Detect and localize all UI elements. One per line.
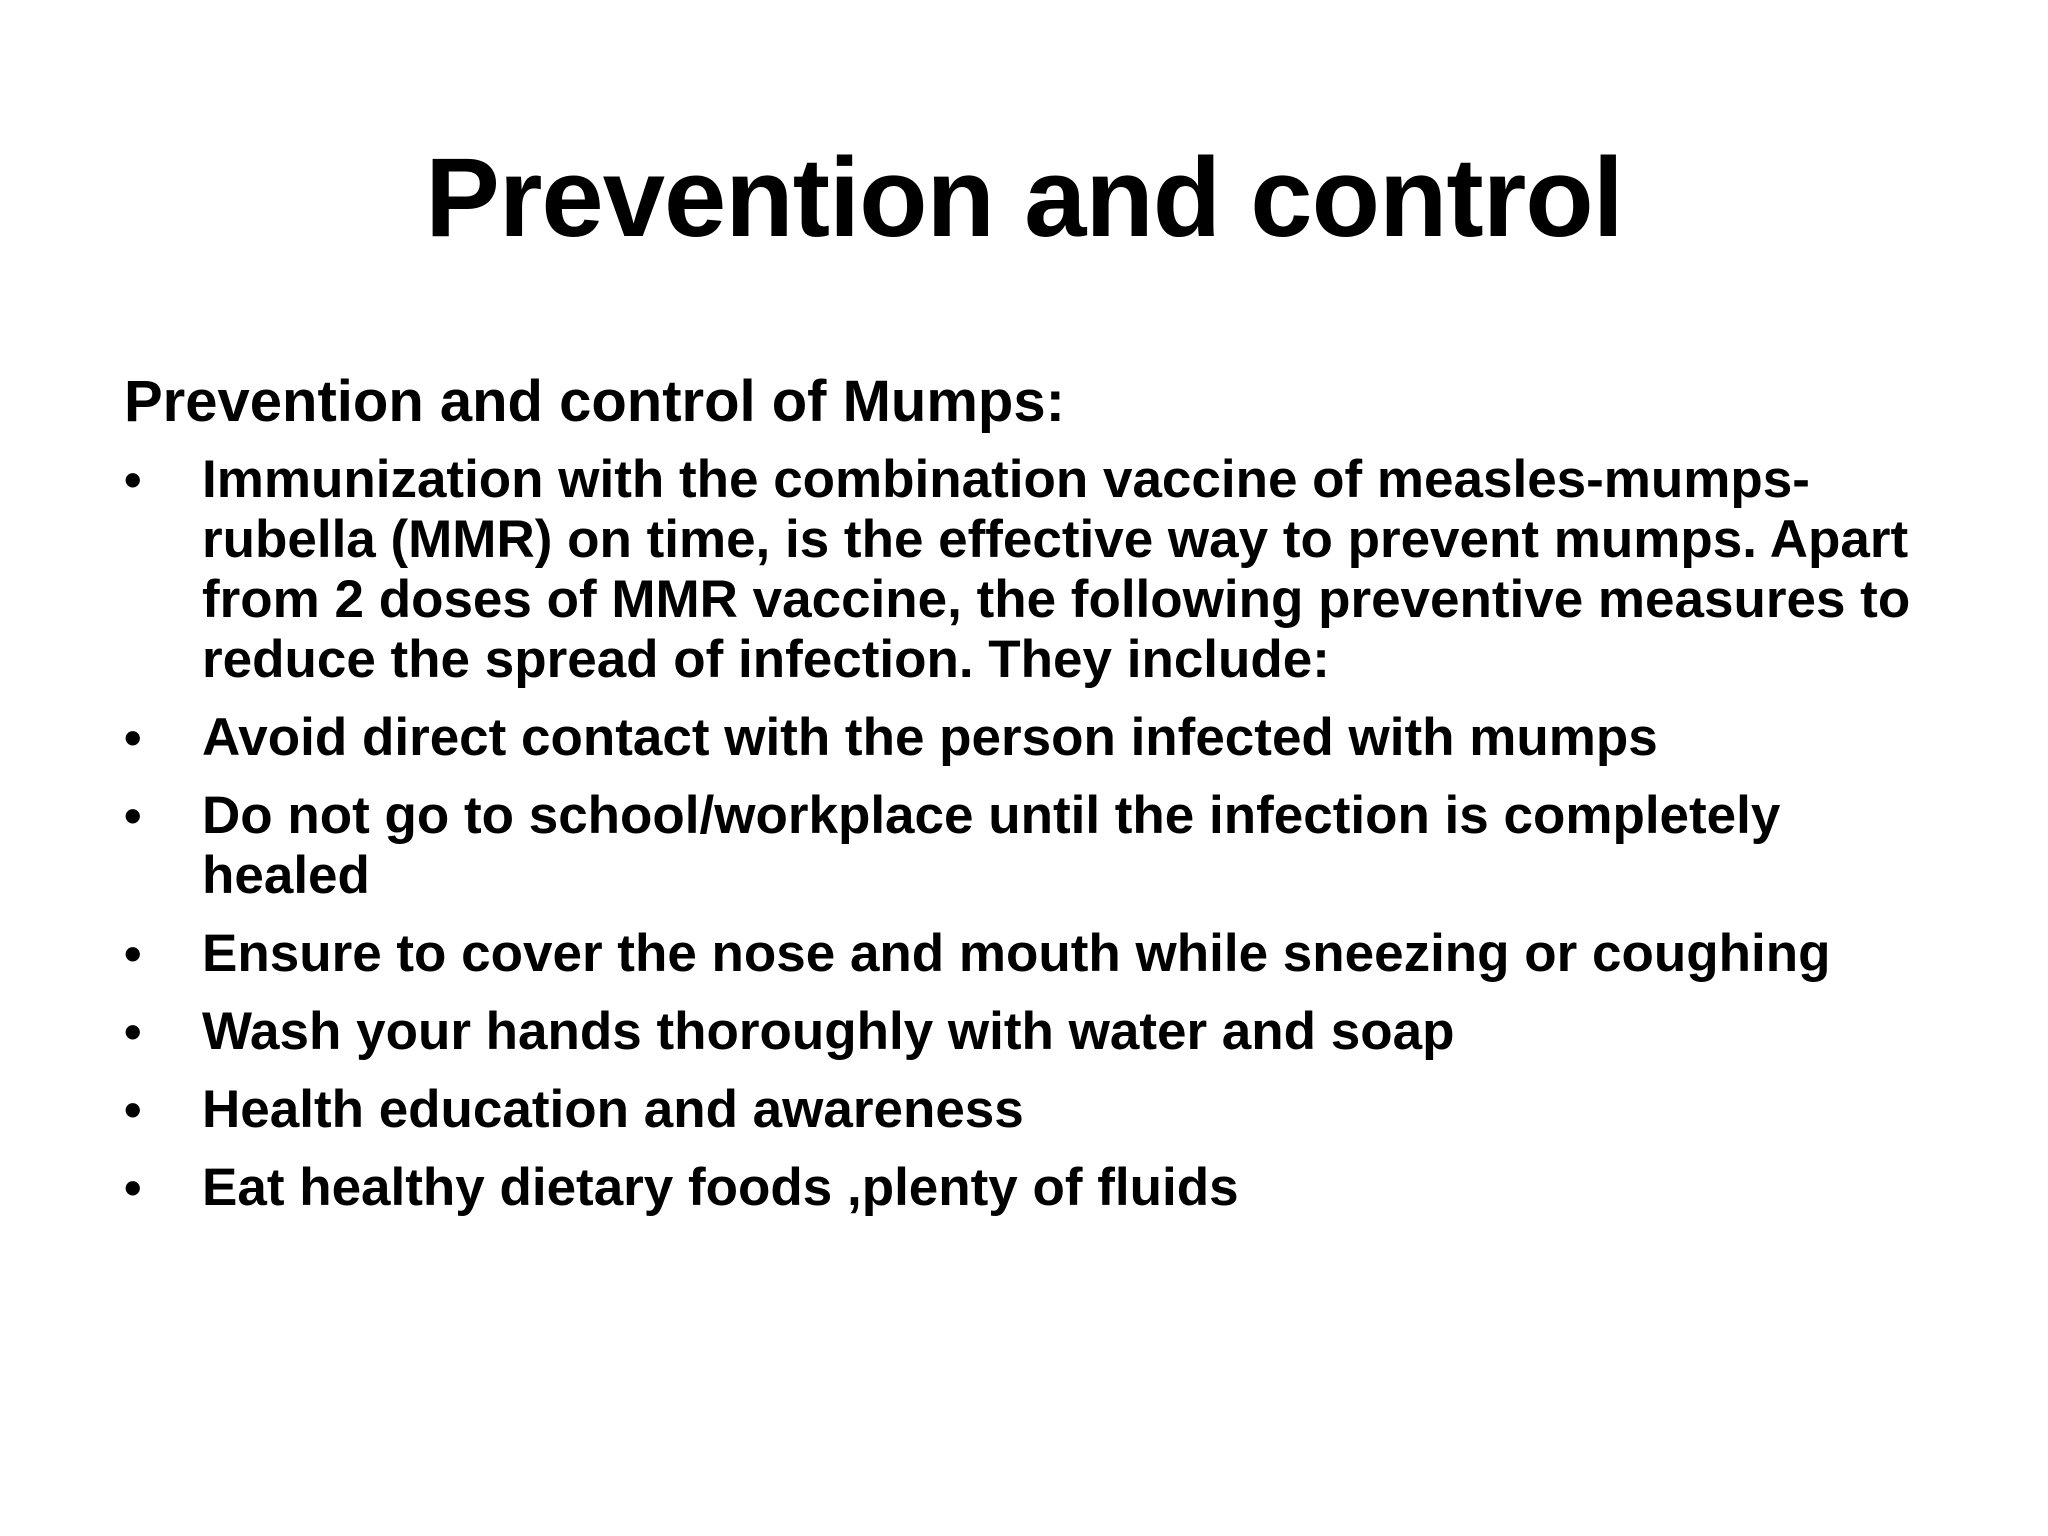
bullet-icon: • [124, 788, 142, 844]
bullet-icon: • [124, 1160, 142, 1216]
bullet-item [124, 1158, 1924, 1218]
bullet-icon: • [124, 710, 142, 766]
bullet-item [124, 1080, 1924, 1140]
bullet-item [124, 924, 1924, 984]
bullet-text: Health education and awareness [202, 1080, 1024, 1139]
bullet-icon: • [124, 1004, 142, 1060]
section-subheading: Prevention and control of Mumps: [124, 369, 1065, 434]
slide-title: Prevention and control [425, 135, 1623, 260]
bullet-item [124, 708, 1924, 768]
bullet-text: Wash your hands thoroughly with water and soap [202, 1002, 1455, 1061]
bullet-text: Do not go to school/workplace until the infection is completely healed [202, 786, 1781, 905]
slide-content [124, 364, 1924, 1236]
bullet-icon: • [124, 926, 142, 982]
bullet-item [124, 450, 1924, 690]
bullet-text: Ensure to cover the nose and mouth while sneezing or coughing [202, 924, 1831, 983]
bullet-item [124, 1002, 1924, 1062]
bullet-text: Immunization with the combination vaccine of measles-mumps-rubella (MMR) on time, is the effective way to prevent mumps. Apart from 2 doses of MMR vaccine, the following preventive measures to reduce the spread of infection. They include: [202, 450, 1911, 689]
bullet-text: Avoid direct contact with the person infected with mumps [202, 708, 1658, 767]
bullet-list [124, 450, 1924, 1218]
bullet-text: Eat healthy dietary foods ,plenty of fluids [202, 1158, 1239, 1217]
bullet-item [124, 786, 1924, 906]
bullet-icon: • [124, 452, 142, 508]
bullet-icon: • [124, 1082, 142, 1138]
